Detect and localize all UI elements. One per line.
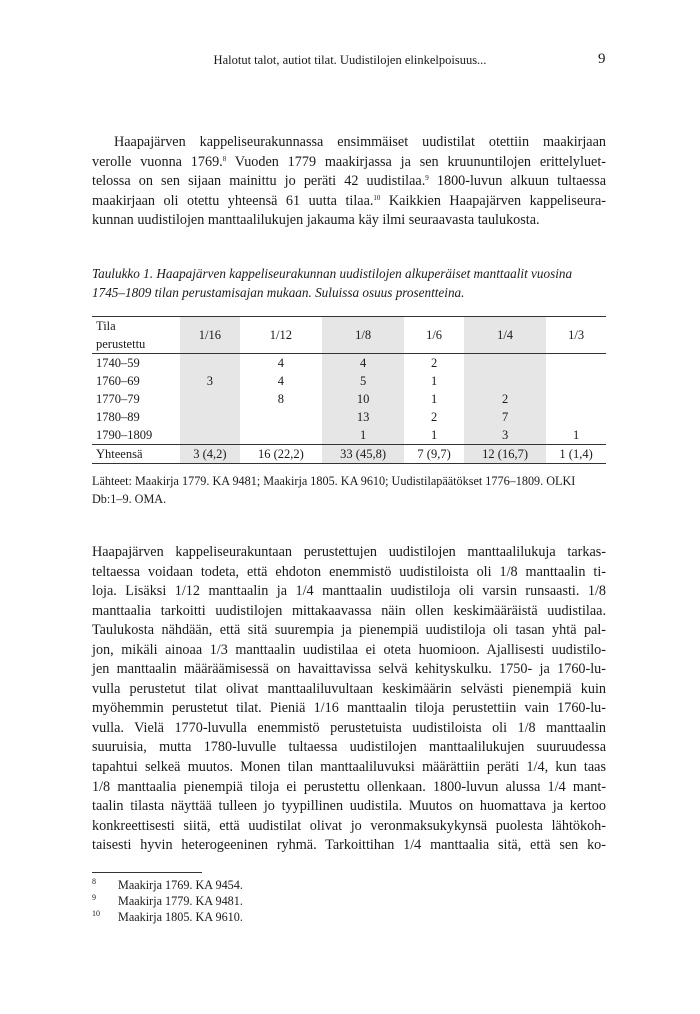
table-cell: 4 (240, 354, 322, 373)
row-label: 1760–69 (96, 373, 140, 388)
running-head (0, 53, 700, 71)
text-span: 1800-luvun alkuun tultaessa (428, 173, 606, 190)
table-cell: 1 (572, 427, 580, 442)
column-header: 1/3 (568, 327, 585, 342)
footnote-ref: 9 (425, 174, 429, 183)
body-paragraph-2 (92, 543, 606, 856)
table-cell (180, 390, 240, 408)
header-label (92, 317, 180, 354)
footnote (92, 909, 492, 925)
table-cell: 1 (430, 427, 438, 442)
table-cell (464, 354, 546, 373)
paragraph-line: taalin tilasta näyttää tulleen jo tyypillinen uudistila. Muutos on huomattava ja kertoo (92, 798, 606, 815)
text-span: verolle vuonna 1769. (92, 153, 223, 170)
table-cell: 1 (322, 426, 404, 445)
page-number: 9 (598, 51, 606, 67)
table-row (92, 390, 606, 408)
paragraph-line: kunnan uudistilojen manttaalilukujen jakauma käy ilmi seuraavasta taulukosta. (92, 212, 540, 229)
table-row (92, 354, 606, 373)
column-header: 1/16 (180, 317, 240, 354)
column-header: 1/4 (464, 317, 546, 354)
header-label-line: Tila (96, 319, 116, 333)
table-header (92, 317, 606, 354)
paragraph-line: jen manttaalin määräämisessä on havaittavissa selvä kehityskulku. 1750- ja 1760-lu- (92, 661, 606, 678)
paragraph-line: vulla. Vielä 1770-luvulla enemmistö perustetuista uudistiloista oli 1/8 manttaalin (92, 719, 606, 736)
row-label: 1740–59 (92, 354, 180, 373)
table-cell (546, 408, 606, 426)
paragraph-line: myöhemmin perustetut tilat. Pieniä 1/16 manttaalin tiloja perustettiin vain 1760-lu- (92, 700, 606, 717)
footnote-divider (92, 872, 202, 873)
paragraph-line: taisesti hyvin heterogeeninen ryhmä. Tarkoittihan 1/4 manttaalia sitä, että sen ko- (92, 837, 606, 854)
table-cell: 7 (9,7) (404, 445, 464, 464)
column-header: 1/6 (426, 327, 443, 342)
paragraph-line: suuruisia, mutta 1780-luvulle tultaessa uudistilojen manttaalilukujen suuruudessa (92, 739, 606, 756)
table-cell: 1 (1,4) (546, 445, 606, 464)
table-cell: 33 (45,8) (322, 445, 404, 464)
header-label-line: perustettu (96, 337, 146, 351)
table-cell: 4 (322, 354, 404, 373)
table-cell (240, 426, 322, 445)
table-sources (92, 472, 614, 508)
paragraph-line: Haapajärven kappeliseurakunnassa ensimmäiset uudistilat otettiin maakirjaan (114, 134, 606, 150)
table-cell (546, 390, 606, 408)
table-row (92, 426, 606, 445)
paragraph-line: Taulukosta nähdään, että sitä suurempia ja pienempiä uudistiloja oli tasan yhtä pal- (92, 622, 606, 639)
footnote-number: 10 (92, 909, 100, 918)
column-header: 1/12 (269, 327, 292, 342)
table-cell (180, 426, 240, 445)
footnote (92, 893, 492, 909)
paragraph-line: loja. Lisäksi 1/12 manttaalin ja 1/4 manttaalin uudistiloja oli varsin runsaasti. 1/8 (92, 583, 606, 600)
table-cell: 4 (277, 373, 284, 388)
table-cell: 1 (430, 373, 438, 388)
table-cell: 13 (322, 408, 404, 426)
table-cell: 12 (16,7) (464, 445, 546, 464)
footnotes (92, 877, 492, 925)
paragraph-line: teltaessa voidaan todeta, että ehdoton enemmistö uudistiloista oli 1/8 manttaalin ti- (92, 563, 606, 580)
paragraph-line (92, 172, 606, 192)
table-caption (92, 265, 612, 302)
data-table (92, 316, 606, 464)
row-label: 1770–79 (96, 391, 140, 406)
row-label: 1790–1809 (96, 427, 153, 442)
caption-line: Taulukko 1. Haapajärven kappeliseurakunnan uudistilojen alkuperäiset manttaalit vuosina (92, 266, 573, 281)
footnote-text: Maakirja 1769. KA 9454. (118, 878, 243, 892)
paragraph-line: jon, mikäli ainoaa 1/3 manttaalin uudistilaa ei oteta huomioon. Ajallisesti uudistilo- (92, 641, 606, 658)
paragraph-line: tapahtui selkeä muutos. Monen tilan manttaaliluvuksi määrättiin peräti 1/4, kun taas (92, 759, 606, 776)
body-paragraph-1 (92, 133, 606, 231)
table-cell: 5 (322, 372, 404, 390)
table-total-row (92, 445, 606, 464)
paragraph-line: Haapajärven kappeliseurakuntaan perustettujen uudistilojen manttaalilukuja tarkas- (92, 544, 606, 560)
table-cell: 2 (404, 354, 464, 373)
caption-line: 1745–1809 tilan perustamisajan mukaan. Suluissa osuus prosentteina. (92, 284, 465, 300)
table-cell: 10 (322, 390, 404, 408)
paragraph-line (92, 153, 606, 173)
table-cell: 1 (430, 391, 438, 406)
table-cell (180, 408, 240, 426)
sources-line: Lähteet: Maakirja 1779. KA 9481; Maakirja 1805. KA 9610; Uudistilapäätökset 1776–1809. OLKI (92, 474, 576, 488)
table-cell: 2 (430, 409, 438, 424)
table-cell (546, 372, 606, 390)
table-cell: 16 (22,2) (240, 445, 322, 464)
text-span: telossa on sen sijaan mainittu jo peräti 42 uudistilaa. (92, 173, 426, 190)
footnote-number: 8 (92, 877, 96, 886)
table-cell: 8 (277, 391, 284, 406)
table-cell (240, 408, 322, 426)
footnote-text: Maakirja 1805. KA 9610. (118, 910, 243, 924)
running-title: Halotut talot, autiot tilat. Uudistilojen elinkelpoisuus... (213, 53, 487, 67)
row-label: 1780–89 (96, 409, 140, 424)
paragraph-line: manttaalia tarkoitti uudistilojen mittakaavassa näin ollen keskimääräistä uudistilaa. (92, 602, 606, 619)
table-row (92, 372, 606, 390)
table-cell: 3 (180, 372, 240, 390)
table-row (92, 408, 606, 426)
sources-line: Db:1–9. OMA. (92, 492, 167, 506)
footnote-number: 9 (92, 893, 96, 902)
table-cell (180, 354, 240, 373)
text-span: Vuoden 1779 maakirjassa ja sen kruununtilojen erittelyluet- (226, 153, 607, 170)
table-cell: 2 (464, 390, 546, 408)
table-cell: 3 (4,2) (180, 445, 240, 464)
table-cell: 7 (464, 408, 546, 426)
footnote-text: Maakirja 1779. KA 9481. (118, 894, 243, 908)
paragraph-line: vulla perustetut tilat olivat manttaaliluvultaan keskimäärin selvästi pienempiä kuin (92, 680, 606, 697)
footnote-ref: 8 (222, 154, 227, 163)
text-span: Kaikkien Haapajärven kappeliseura- (380, 192, 606, 209)
column-header: 1/8 (322, 317, 404, 354)
table-cell: 3 (464, 426, 546, 445)
table-cell (464, 372, 546, 390)
paragraph-line: 1/8 manttaalia pienempiä tiloja ei perustettu ollenkaan. 1800-luvun alussa 1/4 mant- (92, 778, 606, 795)
footnote-ref: 10 (373, 193, 381, 202)
row-label: Yhteensä (92, 445, 180, 464)
text-span: maakirjaan oli otettu yhteensä 61 uutta tilaa. (92, 192, 374, 209)
footnote (92, 877, 492, 893)
paragraph-line (92, 192, 606, 212)
table-cell (546, 354, 606, 373)
paragraph-line: konkreettisesti siitä, että uudistilat olivat jo veronmaksukykynsä puolesta lähtökoh- (92, 817, 606, 834)
